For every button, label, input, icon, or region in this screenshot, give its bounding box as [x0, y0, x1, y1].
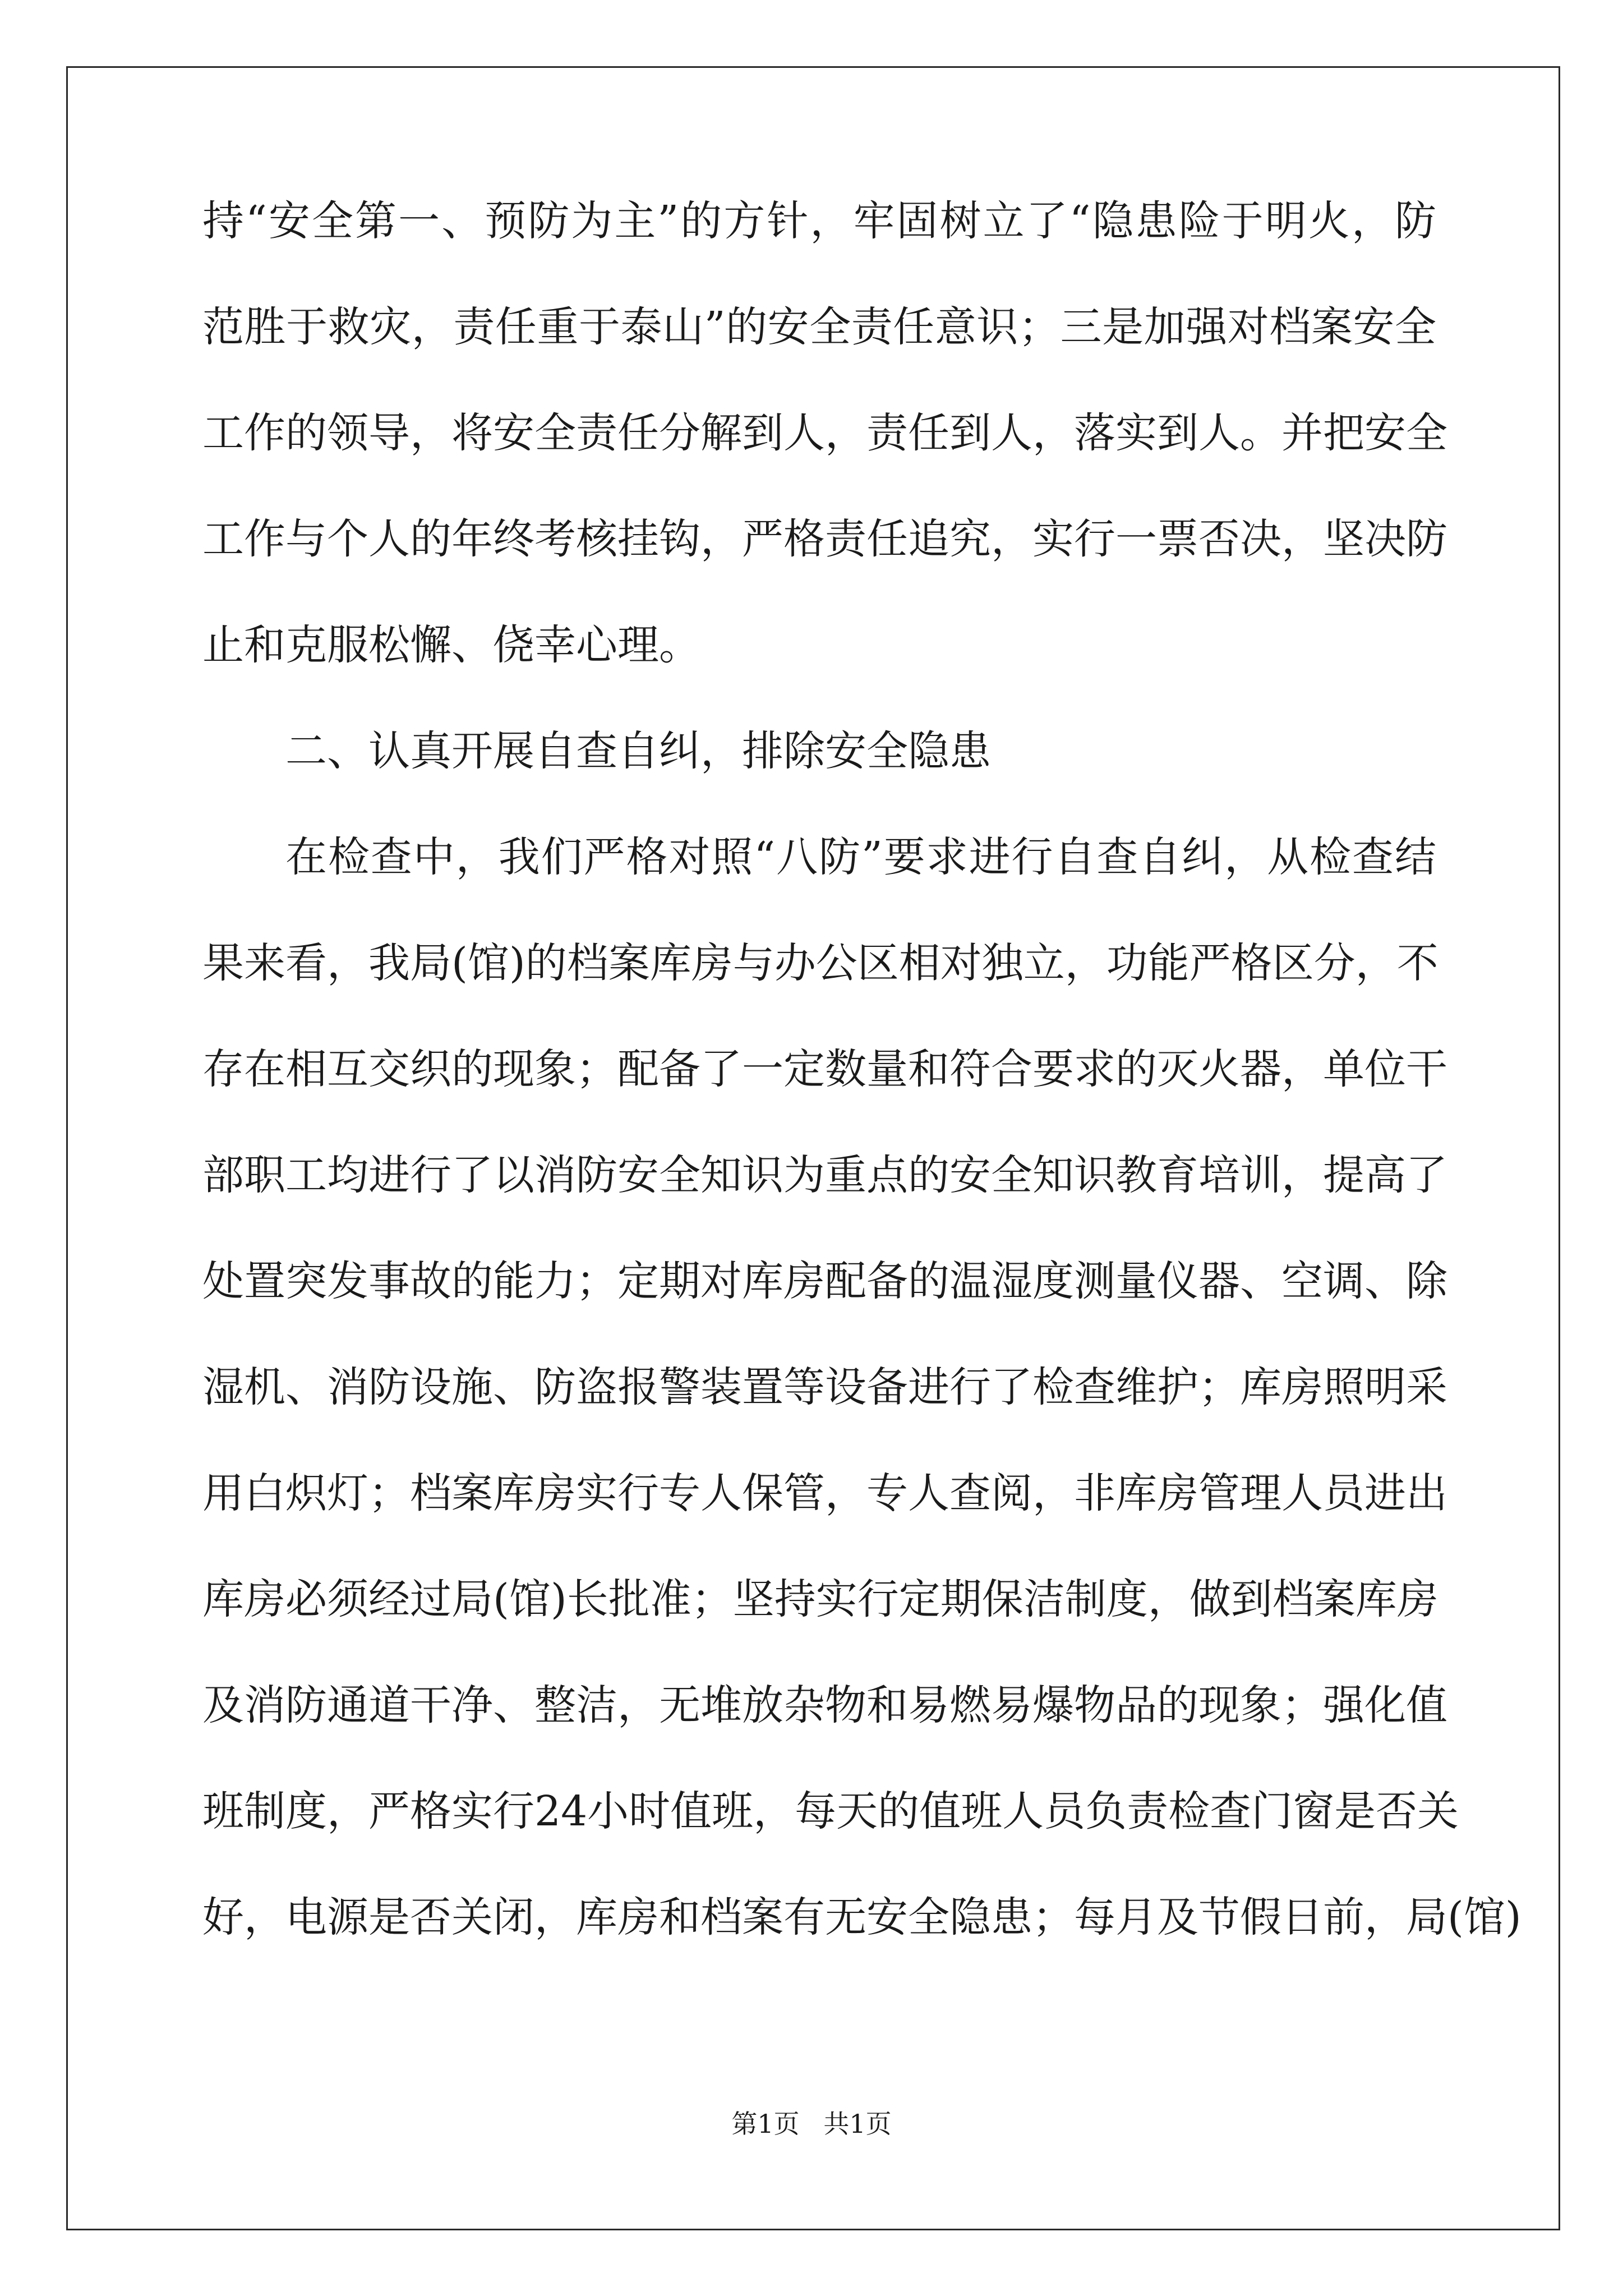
- text-line: 持“安全第一、预防为主”的方针，牢固树立了“隐患险于明火，防: [202, 197, 1436, 245]
- paragraph-start: 在检查中，我们严格对照“八防”要求进行自查自纠，从检查结: [285, 833, 1436, 881]
- text-line: 湿机、消防设施、防盗报警装置等设备进行了检查维护；库房照明采: [202, 1363, 1447, 1411]
- document-body: [202, 194, 1521, 1996]
- section-heading: 二、认真开展自查自纠，排除安全隐患: [285, 727, 991, 775]
- text-line: 部职工均进行了以消防安全知识为重点的安全知识教育培训，提高了: [202, 1151, 1447, 1199]
- text-line: 止和克服松懈、侥幸心理。: [202, 621, 700, 669]
- text-line: 范胜于救灾，责任重于泰山”的安全责任意识；三是加强对档案安全: [202, 303, 1436, 351]
- page-number-total: 共1页: [823, 2109, 892, 2139]
- text-line: 果来看，我局(馆)的档案库房与办公区相对独立，功能严格区分，不: [202, 939, 1438, 987]
- text-line: 好，电源是否关闭，库房和档案有无安全隐患；每月及节假日前，局(馆): [202, 1893, 1521, 1941]
- text-line: 处置突发事故的能力；定期对库房配备的温湿度测量仪器、空调、除: [202, 1257, 1447, 1305]
- text-line: 及消防通道干净、整洁，无堆放杂物和易燃易爆物品的现象；强化值: [202, 1681, 1447, 1729]
- page-footer: [0, 2108, 1623, 2139]
- text-line: 工作的领导，将安全责任分解到人，责任到人，落实到人。并把安全: [202, 409, 1447, 457]
- text-line: 存在相互交织的现象；配备了一定数量和符合要求的灭火器，单位干: [202, 1045, 1447, 1093]
- text-line: 工作与个人的年终考核挂钩，严格责任追究，实行一票否决，坚决防: [202, 515, 1447, 563]
- text-line: 班制度，严格实行24小时值班，每天的值班人员负责检查门窗是否关: [202, 1787, 1459, 1835]
- page-number-current: 第1页: [731, 2109, 800, 2139]
- text-line: 用白炽灯；档案库房实行专人保管，专人查阅，非库房管理人员进出: [202, 1469, 1447, 1517]
- text-line: 库房必须经过局(馆)长批准；坚持实行定期保洁制度，做到档案库房: [202, 1575, 1438, 1623]
